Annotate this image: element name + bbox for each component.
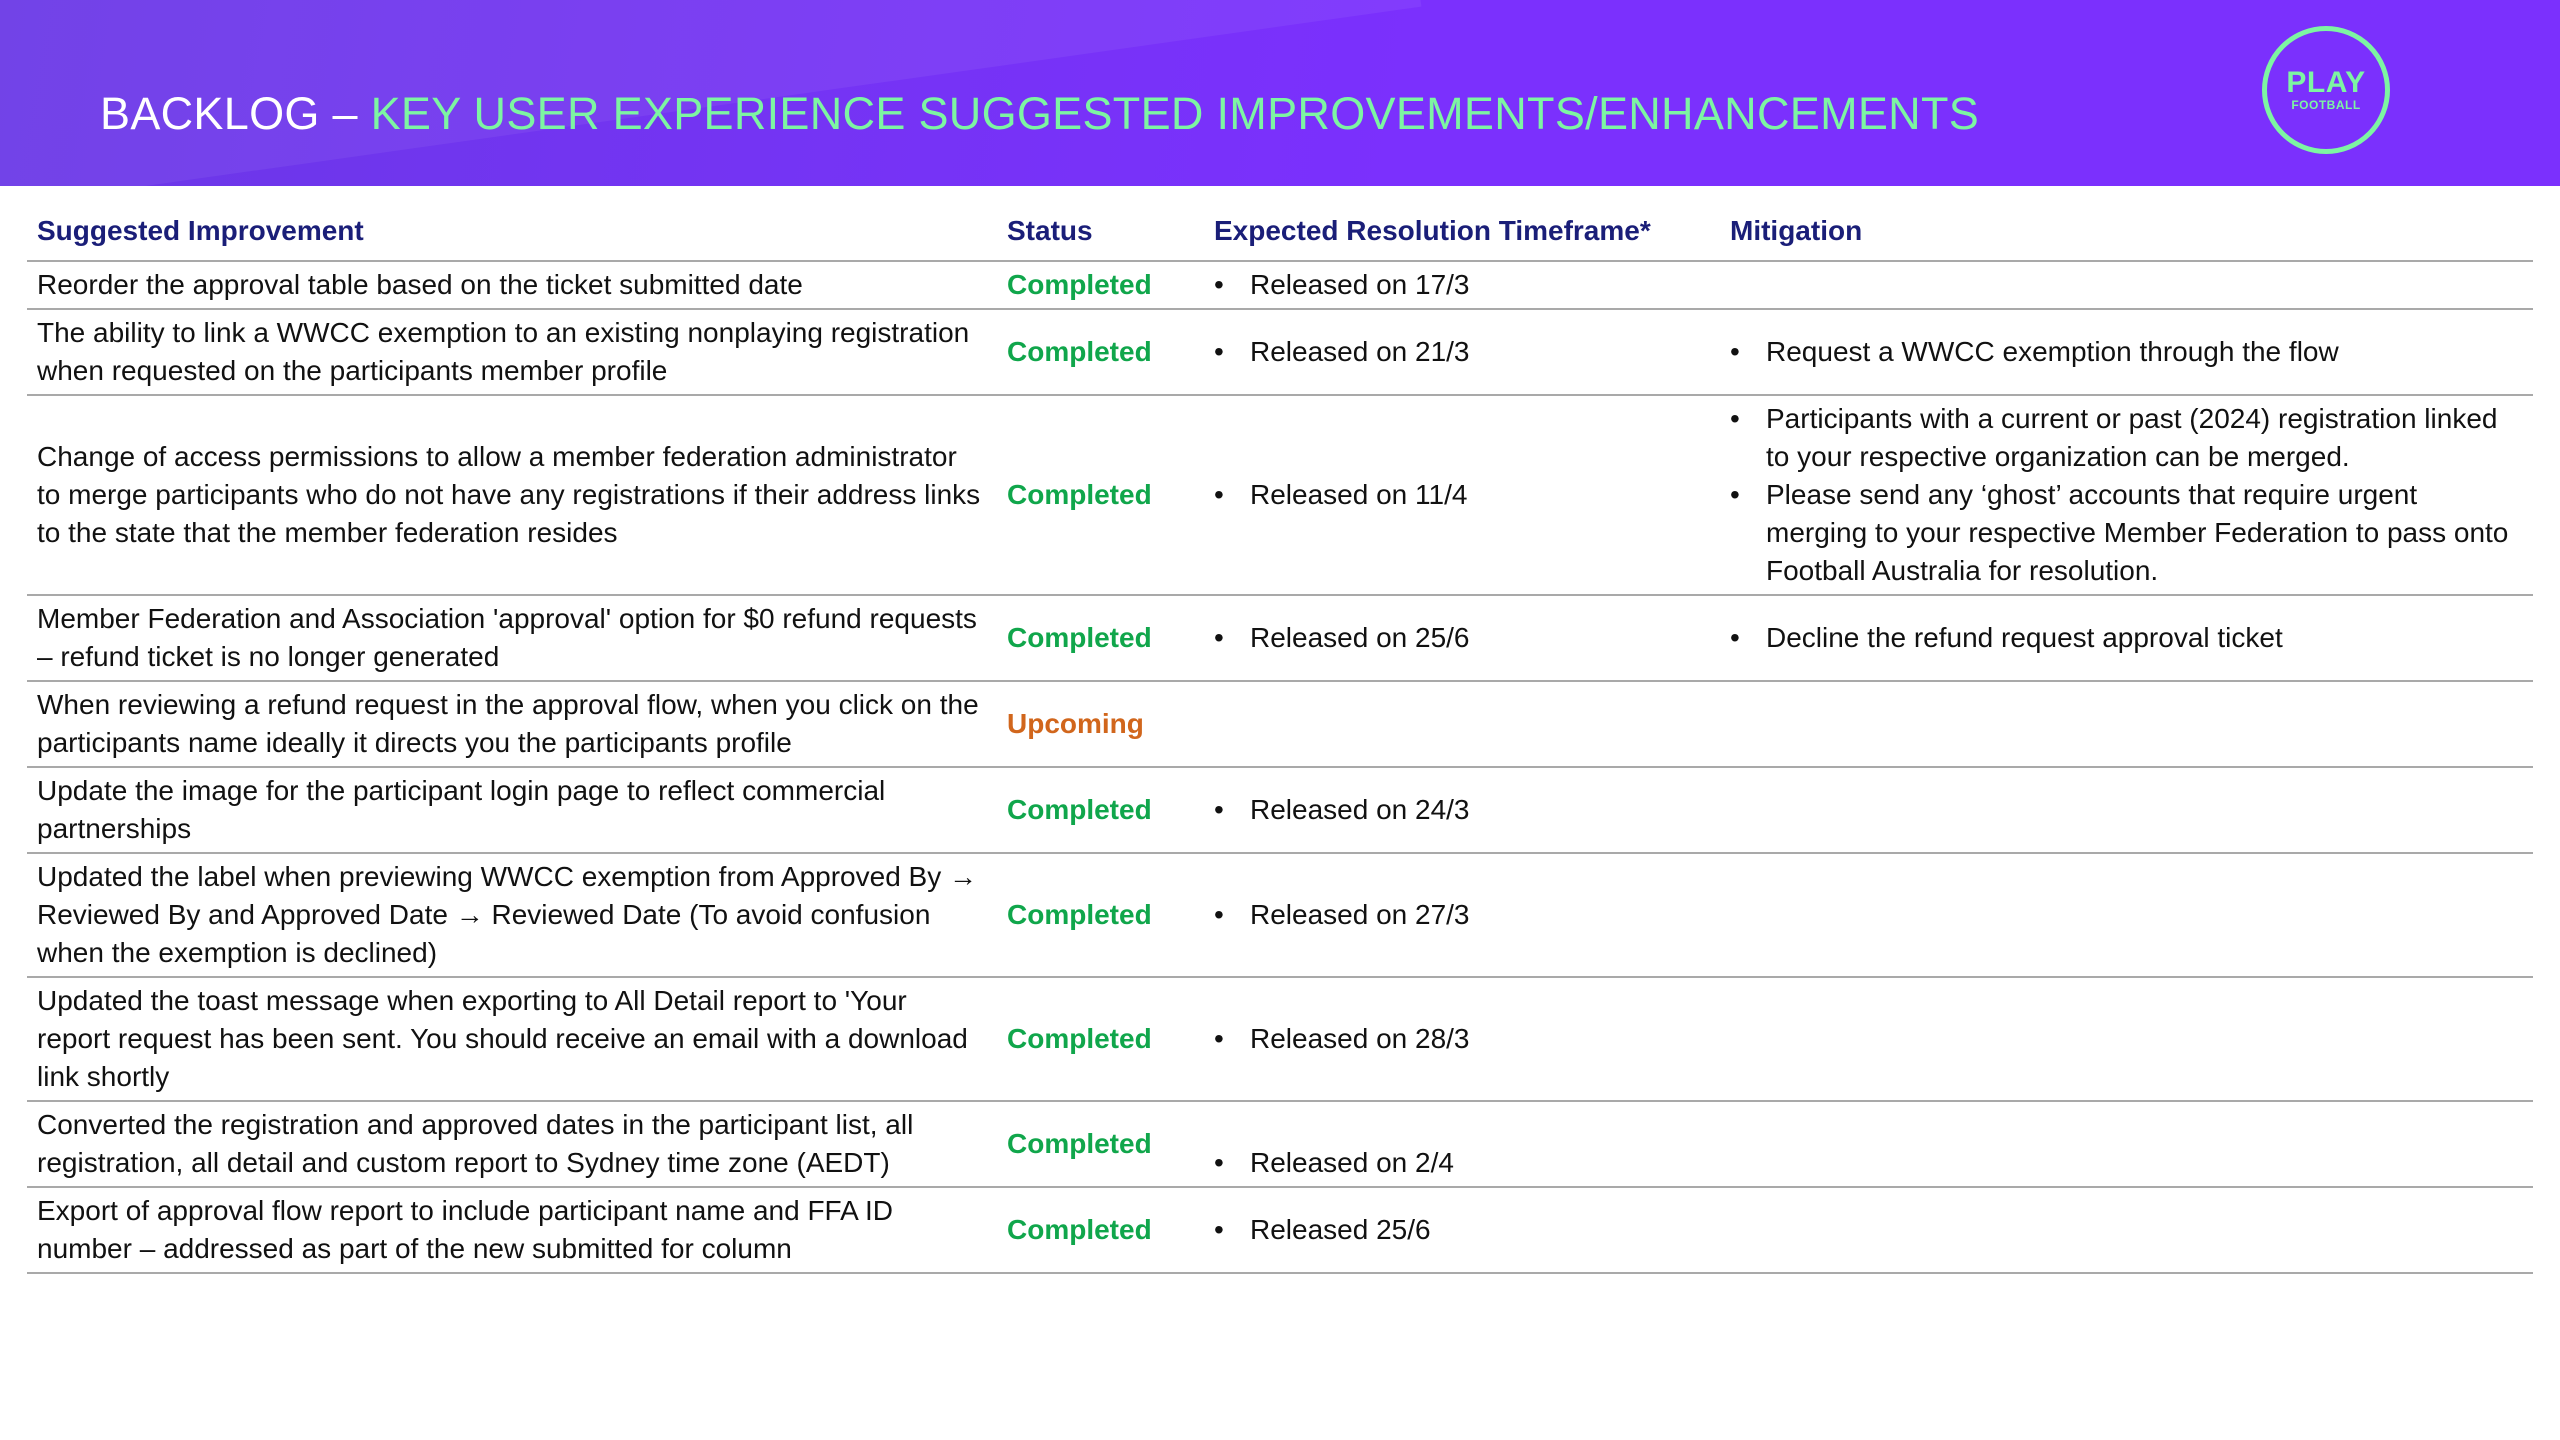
column-header-status: Status bbox=[997, 206, 1204, 261]
improvement-cell: Converted the registration and approved dates in the participant list, all registration, all detail and custom report to Sydney time zone (AEDT) bbox=[27, 1101, 997, 1187]
improvement-cell: Update the image for the participant login page to reflect commercial partnerships bbox=[27, 767, 997, 853]
title-prefix: BACKLOG – bbox=[100, 88, 371, 139]
improvement-cell: Member Federation and Association 'approval' option for $0 refund requests – refund ticket is no longer generated bbox=[27, 595, 997, 681]
status-cell: Upcoming bbox=[997, 681, 1204, 767]
table-row bbox=[27, 595, 2533, 681]
table-header-row bbox=[27, 206, 2533, 261]
timeframe-item: • Released on 2/4 bbox=[1214, 1144, 1710, 1182]
mitigation-cell bbox=[1720, 681, 2533, 767]
status-cell: Completed bbox=[997, 853, 1204, 977]
mitigation-item: • Request a WWCC exemption through the flow bbox=[1730, 333, 2523, 371]
improvement-cell: The ability to link a WWCC exemption to an existing nonplaying registration when requested on the participants member profile bbox=[27, 309, 997, 395]
mitigation-cell bbox=[1720, 1101, 2533, 1187]
table-row bbox=[27, 767, 2533, 853]
timeframe-cell bbox=[1204, 681, 1720, 767]
logo-text-play: PLAY bbox=[2286, 66, 2366, 99]
title-main: KEY USER EXPERIENCE SUGGESTED IMPROVEMENTS/ENHANCEMENTS bbox=[370, 88, 1980, 139]
table-row bbox=[27, 853, 2533, 977]
status-cell: Completed bbox=[997, 395, 1204, 595]
mitigation-cell bbox=[1720, 595, 2533, 681]
timeframe-item: • Released on 21/3 bbox=[1214, 333, 1710, 371]
status-cell: Completed bbox=[997, 977, 1204, 1101]
timeframe-item: • Released on 11/4 bbox=[1214, 476, 1710, 514]
status-cell: Completed bbox=[997, 261, 1204, 309]
table-row bbox=[27, 681, 2533, 767]
timeframe-item: • Released 25/6 bbox=[1214, 1211, 1710, 1249]
mitigation-cell bbox=[1720, 853, 2533, 977]
status-cell: Completed bbox=[997, 595, 1204, 681]
status-cell: Completed bbox=[997, 1101, 1204, 1187]
timeframe-cell bbox=[1204, 395, 1720, 595]
mitigation-cell bbox=[1720, 767, 2533, 853]
mitigation-cell bbox=[1720, 977, 2533, 1101]
mitigation-item: • Decline the refund request approval ticket bbox=[1730, 619, 2523, 657]
table-row bbox=[27, 977, 2533, 1101]
table-row bbox=[27, 261, 2533, 309]
column-header-timeframe: Expected Resolution Timeframe* bbox=[1204, 206, 1720, 261]
column-header-mitigation: Mitigation bbox=[1720, 206, 2533, 261]
logo-text-football: FOOTBALL bbox=[2291, 98, 2361, 112]
timeframe-item: • Released on 27/3 bbox=[1214, 896, 1710, 934]
table-row bbox=[27, 395, 2533, 595]
table-row bbox=[27, 309, 2533, 395]
play-football-logo bbox=[2262, 26, 2390, 154]
timeframe-item: • Released on 28/3 bbox=[1214, 1020, 1710, 1058]
timeframe-cell bbox=[1204, 309, 1720, 395]
page-title bbox=[100, 84, 1979, 144]
backlog-table bbox=[27, 206, 2533, 1274]
improvement-cell: Reorder the approval table based on the ticket submitted date bbox=[27, 261, 997, 309]
status-cell: Completed bbox=[997, 767, 1204, 853]
improvement-cell: Updated the toast message when exporting to All Detail report to 'Your report request has been sent. You should receive an email with a download link shortly bbox=[27, 977, 997, 1101]
mitigation-cell bbox=[1720, 1187, 2533, 1273]
timeframe-cell bbox=[1204, 595, 1720, 681]
timeframe-cell bbox=[1204, 977, 1720, 1101]
timeframe-cell bbox=[1204, 261, 1720, 309]
column-header-improvement: Suggested Improvement bbox=[27, 206, 997, 261]
timeframe-cell bbox=[1204, 1101, 1720, 1187]
status-cell: Completed bbox=[997, 1187, 1204, 1273]
mitigation-cell bbox=[1720, 395, 2533, 595]
timeframe-cell bbox=[1204, 1187, 1720, 1273]
mitigation-item: • Participants with a current or past (2024) registration linked to your respective organization can be merged. bbox=[1730, 400, 2523, 476]
mitigation-cell bbox=[1720, 309, 2533, 395]
improvement-cell: Change of access permissions to allow a member federation administrator to merge participants who do not have any registrations if their address links to the state that the member federation resides bbox=[27, 395, 997, 595]
timeframe-item: • Released on 25/6 bbox=[1214, 619, 1710, 657]
table-row bbox=[27, 1187, 2533, 1273]
improvement-cell: When reviewing a refund request in the approval flow, when you click on the participants name ideally it directs you the participants profile bbox=[27, 681, 997, 767]
timeframe-item: • Released on 24/3 bbox=[1214, 791, 1710, 829]
timeframe-cell bbox=[1204, 853, 1720, 977]
improvement-cell: Export of approval flow report to include participant name and FFA ID number – addressed as part of the new submitted for column bbox=[27, 1187, 997, 1273]
timeframe-cell bbox=[1204, 767, 1720, 853]
timeframe-item: • Released on 17/3 bbox=[1214, 266, 1710, 304]
table-row bbox=[27, 1101, 2533, 1187]
improvement-cell: Updated the label when previewing WWCC exemption from Approved By → Reviewed By and Approved Date → Reviewed Date (To avoid confusion when the exemption is declined) bbox=[27, 853, 997, 977]
mitigation-cell bbox=[1720, 261, 2533, 309]
status-cell: Completed bbox=[997, 309, 1204, 395]
mitigation-item: • Please send any ‘ghost’ accounts that require urgent merging to your respective Member Federation to pass onto Football Australia for resolution. bbox=[1730, 476, 2523, 590]
header-banner bbox=[0, 0, 2560, 186]
